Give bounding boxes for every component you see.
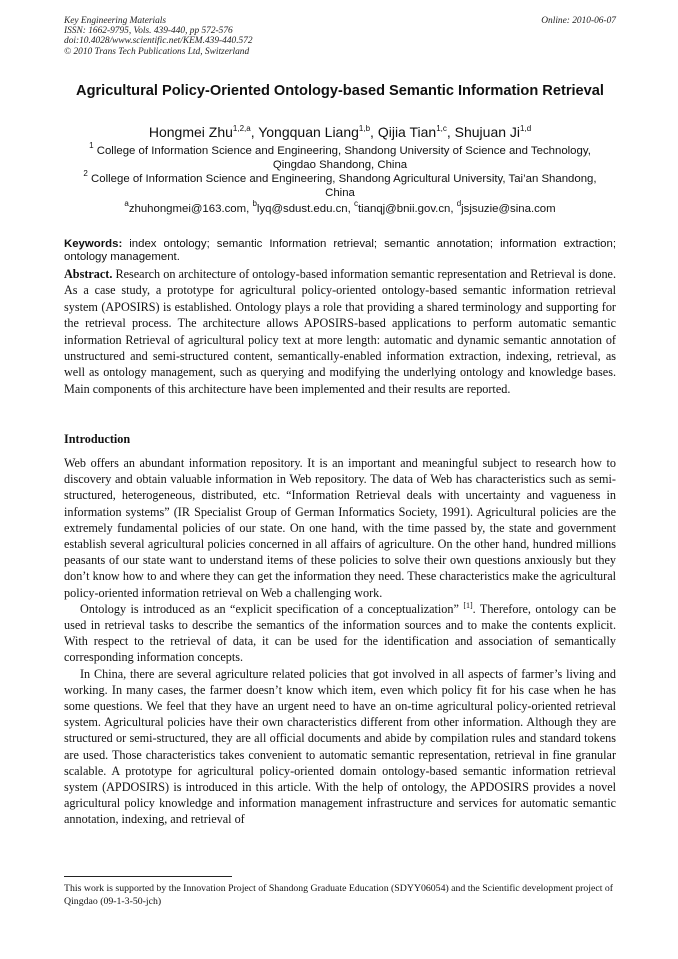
affiliation-2 bbox=[70, 169, 610, 200]
citation-ref[interactable]: [1] bbox=[463, 600, 473, 610]
paragraph-text: Ontology is introduced as an “explicit specification of a conceptualization” bbox=[80, 601, 464, 616]
affiliation-text: College of Information Science and Engineering, Shandong University of Science and Technology, Qingdao Shandong, China bbox=[96, 145, 591, 171]
email-marker: c bbox=[353, 199, 358, 208]
copyright-line: © 2010 Trans Tech Publications Ltd, Switzerland bbox=[64, 46, 250, 57]
introduction-heading: Introduction bbox=[64, 432, 131, 446]
abstract-text: Research on architecture of ontology-based information semantic representation and Retrieval is done. As a case study, a prototype for agricultural policy-oriented ontology-based semantic information retrieval system (APOSIRS) is established. Ontology plays a role that providing a shared terminology and supporting for the retrieval process. The architecture allows APOSIRS-based applications to perform automatic semantic information Retrieval of agricultural policy text at more length: automatic and dynamic semantic annotation of unstructured and semi-structured content, semantically-enabled information extraction, indexing, retrieval, as well as ontology management, such as querying and modifying the underlying ontology and knowledge bases. Main components of this architecture have been implemented and their results are reported. bbox=[64, 267, 616, 396]
author-name: Yongquan Liang bbox=[258, 124, 359, 140]
paragraph: Web offers an abundant information repository. It is an important and meaningful subject to research how to discovery and obtain valuable information in Web repository. The data of Web has characteristics such as semi-structured, heterogeneous, distributed, etc. “Information Retrieval deals with uncertainty and vagueness in information systems” (IR Specialist Group of German Informatics Society, 1991). Agricultural policies are the extremely fundamental policies of our state. On one hand, with the time passed by, the state and government establish several agricultural policies concerned in all affairs of agriculture. On the other hand, hundred millions peasants of our state want to understand items of these policies to solve their own questions anxiously but they don’t know how to and where they can get the information they need. These characteristics make the agricultural policy-oriented information retrieval on Web a challenging work. bbox=[64, 456, 616, 600]
paragraph: In China, there are several agriculture related policies that got involved in all aspects of farmer’s living and working. In many cases, the farmer doesn’t know which item, even which policy fit for his case when he has some questions. We feel that they have an urgent need to have an on-time agricultural policy-oriented retrieval system. Agricultural policies have their own characteristics different from other information. Although they are structured or semi-structured, they are all official documents and abide by compilation rules and standard tokens are used. Those characteristics takes convenient to automatic semantic representation, retrieval in fine granular scalable. A prototype for agricultural policy-oriented domain ontology-based semantic information retrieval system (APDOSIRS) is introduced in this article. With the help of ontology, the APDOSIRS provides a novel agricultural policy knowledge and information management infrastructure and services for automatic semantic annotation, indexing, and retrieval of bbox=[64, 666, 616, 827]
paragraph bbox=[64, 601, 616, 666]
keywords bbox=[64, 238, 616, 265]
email-marker: a bbox=[124, 199, 129, 208]
abstract-label: Abstract. bbox=[64, 267, 113, 281]
doi-line: doi:10.4028/www.scientific.net/KEM.439-440.572 bbox=[64, 36, 253, 47]
author-name: Shujuan Ji bbox=[454, 124, 521, 140]
email-address[interactable]: zhuhongmei@163.com, bbox=[128, 203, 253, 215]
affiliation-1 bbox=[70, 141, 610, 172]
keywords-label: Keywords: bbox=[64, 238, 123, 250]
email-address[interactable]: tianqj@bnii.gov.cn, bbox=[357, 203, 457, 215]
introduction-body bbox=[64, 455, 616, 828]
email-address[interactable]: lyq@sdust.edu.cn, bbox=[256, 203, 354, 215]
paper-title: Agricultural Policy-Oriented Ontology-based Semantic Information Retrieval bbox=[76, 83, 604, 99]
journal-header bbox=[64, 16, 616, 57]
footnote-divider bbox=[64, 876, 232, 877]
email-address[interactable]: jsjsuzie@sina.com bbox=[461, 203, 556, 215]
author-affiliation-marker: 1,c bbox=[436, 124, 447, 133]
email-marker: b bbox=[252, 199, 257, 208]
footnote: This work is supported by the Innovation Project of Shandong Graduate Education (SDYY06054) and the Scientific development project of Qingdao (09-1-3-50-jch) bbox=[64, 883, 614, 907]
abstract bbox=[64, 266, 616, 397]
email-list bbox=[64, 199, 616, 215]
author-affiliation-marker: 1,2,a bbox=[232, 124, 251, 133]
online-date: Online: 2010-06-07 bbox=[541, 16, 616, 26]
affiliation-text: College of Information Science and Engineering, Shandong Agricultural University, Tai’an Shandong, China bbox=[91, 173, 597, 199]
author-name: Hongmei Zhu bbox=[148, 124, 233, 140]
affiliation-marker: 1 bbox=[89, 141, 94, 150]
author-affiliation-marker: 1,d bbox=[520, 124, 532, 133]
paragraph-text: . Therefore, ontology can be used in retrieval tasks to describe the semantics of the information sources and to make the contents explicit. With respect to the retrieval of data, it can be used for the identification and association of semantically corresponding information concepts. bbox=[64, 601, 616, 665]
affiliation-marker: 2 bbox=[83, 169, 88, 178]
email-marker: d bbox=[456, 199, 462, 208]
issn-line: ISSN: 1662-9795, Vols. 439-440, pp 572-576 bbox=[64, 26, 233, 37]
author-list: Hongmei Zhu$^{1,2,a}$, Yongquan Liang$^{1,b}$, Qijia Tian$^{1,c}$, Shujuan Ji$^{1,d}$ bbox=[148, 124, 532, 140]
author-affiliation-marker: 1,b bbox=[358, 124, 371, 133]
author-name: Qijia Tian bbox=[377, 124, 437, 140]
keywords-text: index ontology; semantic Information retrieval; semantic annotation; information extraction; ontology management. bbox=[64, 238, 616, 264]
journal-name: Key Engineering Materials bbox=[64, 16, 167, 26]
